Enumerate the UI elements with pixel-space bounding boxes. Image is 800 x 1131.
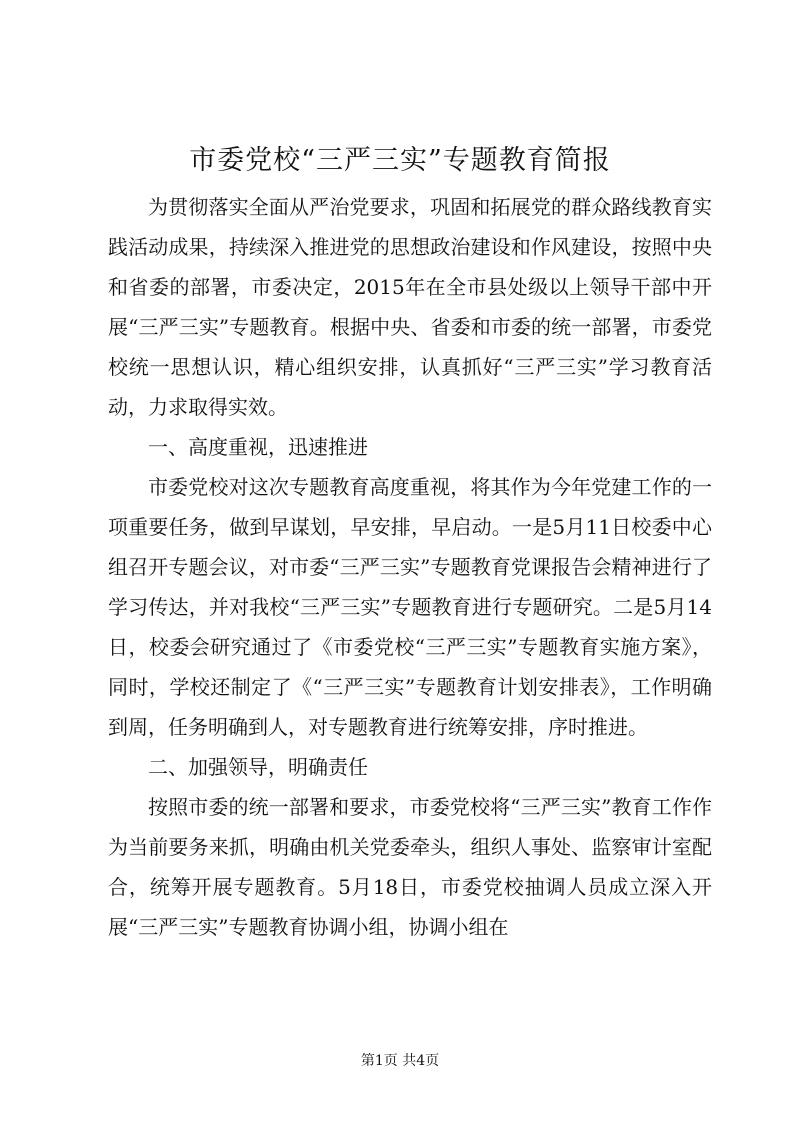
section-1-paragraph: 市委党校对这次专题教育高度重视，将其作为今年党建工作的一项重要任务，做到早谋划，早安排，早启动。一是5月11日校委中心组召开专题会议，对市委“三严三实”专题教育党课报告会精神进行了学习传达，并对我校“三严三实”专题教育进行专题研究。二是5月14日，校委会研究通过了《市委党校“三严三实”专题教育实施方案》，同时，学校还制定了《“三严三实”专题教育计划安排表》，工作明确到周，任务明确到人，对专题教育进行统筹安排，序时推进。 — [108, 475, 712, 739]
page-footer: 第1页 共4页 — [360, 1053, 440, 1069]
intro-paragraph: 为贯彻落实全面从严治党要求，巩固和拓展党的群众路线教育实践活动成果，持续深入推进党的思想政治建设和作风建设，按照中央和省委的部署，市委决定，2015年在全市县处级以上领导干部中开展“三严三实”专题教育。根据中央、省委和市委的统一部署，市委党校统一思想认识，精心组织安排，认真抓好“三严三实”学习教育活动，力求取得实效。 — [108, 195, 712, 419]
document-title: 市委党校“三严三实”专题教育简报 — [189, 145, 611, 176]
section-heading-1: 一、高度重视，迅速推进 — [148, 435, 368, 459]
document-body — [108, 187, 712, 947]
section-heading-2: 二、加强领导，明确责任 — [148, 755, 368, 779]
section-2-paragraph: 按照市委的统一部署和要求，市委党校将“三严三实”教育工作作为当前要务来抓，明确由机关党委牵头，组织人事处、监察审计室配合，统筹开展专题教育。5月18日，市委党校抽调人员成立深入开展“三严三实”专题教育协调小组，协调小组在 — [108, 795, 712, 939]
